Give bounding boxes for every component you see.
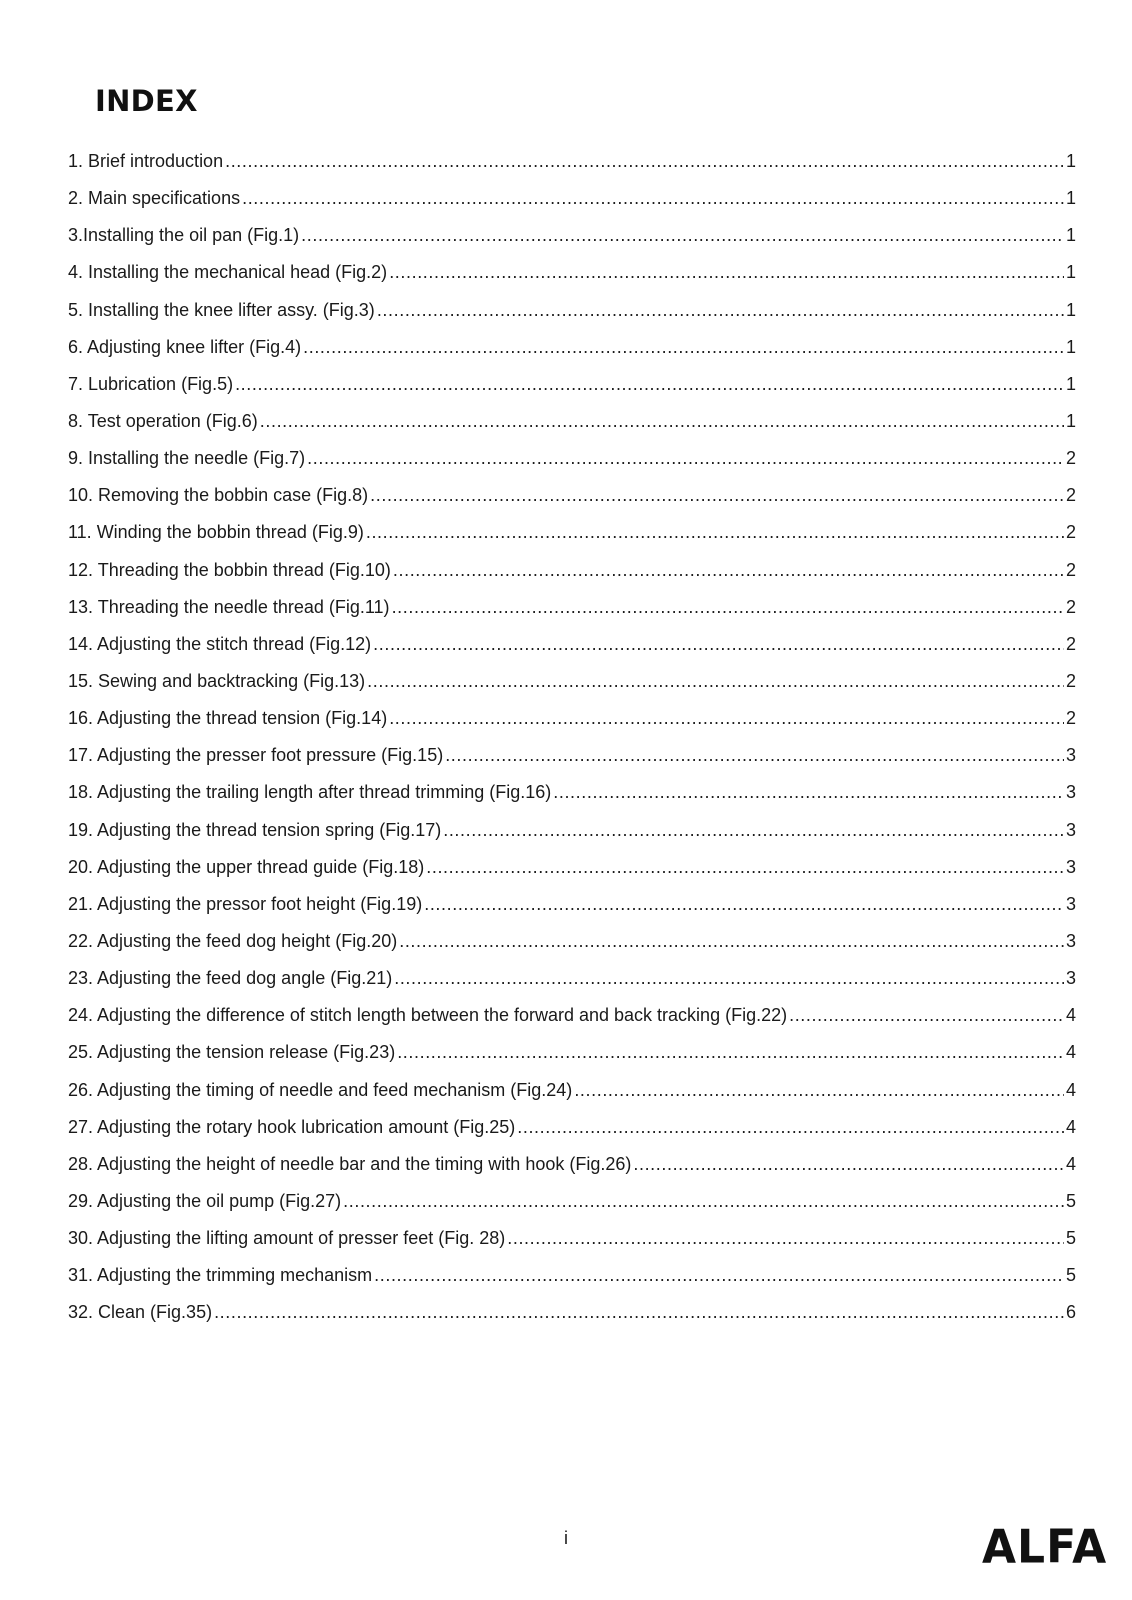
toc-entry-page: 4 — [1065, 1079, 1076, 1100]
toc-entry-title: 13. Threading the needle thread (Fig.11) — [68, 596, 390, 617]
toc-entry-title: 31. Adjusting the trimming mechanism — [68, 1265, 373, 1286]
toc-entry-title: 16. Adjusting the thread tension (Fig.14) — [68, 708, 388, 729]
toc-dot-leader — [399, 930, 1064, 952]
toc-entry-title: 3.Installing the oil pan (Fig.1) — [68, 225, 300, 246]
toc-entry-page: 1 — [1065, 336, 1076, 357]
toc-entry-page: 1 — [1065, 373, 1076, 394]
toc-entry[interactable] — [68, 1301, 1076, 1338]
toc-entry[interactable] — [68, 1079, 1076, 1116]
toc-entry-page: 3 — [1065, 968, 1076, 989]
toc-entry[interactable] — [68, 1264, 1076, 1301]
toc-entry[interactable] — [68, 559, 1076, 596]
toc-entry-title: 11. Winding the bobbin thread (Fig.9) — [68, 522, 364, 543]
toc-dot-leader — [373, 633, 1064, 655]
toc-entry-title: 6. Adjusting knee lifter (Fig.4) — [68, 336, 302, 357]
toc-entry-title: 4. Installing the mechanical head (Fig.2) — [68, 262, 388, 283]
toc-entry[interactable] — [68, 447, 1076, 484]
toc-dot-leader — [225, 150, 1064, 172]
toc-entry-page: 3 — [1065, 782, 1076, 803]
toc-entry-title: 20. Adjusting the upper thread guide (Fig.18) — [68, 856, 425, 877]
toc-entry-title: 27. Adjusting the rotary hook lubrication amount (Fig.25) — [68, 1116, 516, 1137]
toc-dot-leader — [553, 781, 1064, 803]
toc-entry[interactable] — [68, 521, 1076, 558]
toc-dot-leader — [214, 1301, 1064, 1323]
toc-entry[interactable] — [68, 744, 1076, 781]
toc-dot-leader — [445, 744, 1064, 766]
toc-dot-leader — [633, 1153, 1064, 1175]
toc-entry-page: 4 — [1065, 1042, 1076, 1063]
page-title: INDEX — [95, 84, 198, 118]
toc-dot-leader — [397, 1041, 1064, 1063]
toc-dot-leader — [367, 670, 1064, 692]
toc-entry-title: 24. Adjusting the difference of stitch length between the forward and back tracking (Fig.22) — [68, 1005, 788, 1026]
toc-entry[interactable] — [68, 856, 1076, 893]
toc-entry-page: 2 — [1065, 633, 1076, 654]
toc-dot-leader — [235, 373, 1064, 395]
toc-dot-leader — [507, 1227, 1064, 1249]
toc-dot-leader — [389, 707, 1064, 729]
toc-entry[interactable] — [68, 1041, 1076, 1078]
toc-entry-title: 21. Adjusting the pressor foot height (Fig.19) — [68, 893, 423, 914]
toc-entry-title: 30. Adjusting the lifting amount of presser feet (Fig. 28) — [68, 1228, 506, 1249]
toc-entry-title: 5. Installing the knee lifter assy. (Fig.3) — [68, 299, 375, 320]
toc-entry-title: 9. Installing the needle (Fig.7) — [68, 448, 306, 469]
toc-entry[interactable] — [68, 410, 1076, 447]
toc-entry-page: 1 — [1065, 151, 1076, 171]
toc-entry-page: 2 — [1065, 448, 1076, 469]
toc-entry-title: 23. Adjusting the feed dog angle (Fig.21) — [68, 968, 393, 989]
toc-entry-page: 5 — [1065, 1228, 1076, 1249]
toc-dot-leader — [443, 819, 1064, 841]
toc-entry-title: 19. Adjusting the thread tension spring (Fig.17) — [68, 819, 442, 840]
toc-dot-leader — [260, 410, 1064, 432]
toc-entry-page: 3 — [1065, 745, 1076, 766]
toc-entry[interactable] — [68, 967, 1076, 1004]
toc-dot-leader — [366, 521, 1064, 543]
toc-dot-leader — [389, 261, 1064, 283]
toc-entry[interactable] — [68, 261, 1076, 298]
toc-entry-title: 12. Threading the bobbin thread (Fig.10) — [68, 559, 391, 580]
toc-entry-page: 2 — [1065, 596, 1076, 617]
toc-entry-page: 1 — [1065, 188, 1076, 209]
toc-dot-leader — [301, 224, 1064, 246]
toc-entry-title: 7. Lubrication (Fig.5) — [68, 373, 234, 394]
toc-entry-title: 2. Main specifications — [68, 188, 241, 209]
toc-entry[interactable] — [68, 670, 1076, 707]
toc-entry[interactable] — [68, 299, 1076, 336]
toc-dot-leader — [517, 1116, 1064, 1138]
toc-entry-title: 22. Adjusting the feed dog height (Fig.20) — [68, 930, 398, 951]
toc-entry-page: 4 — [1065, 1153, 1076, 1174]
toc-entry-page: 5 — [1065, 1265, 1076, 1286]
toc-entry[interactable] — [68, 1227, 1076, 1264]
toc-dot-leader — [242, 187, 1064, 209]
table-of-contents — [68, 150, 1076, 1339]
toc-entry-page: 3 — [1065, 930, 1076, 951]
toc-dot-leader — [426, 856, 1064, 878]
toc-dot-leader — [377, 299, 1064, 321]
toc-entry[interactable] — [68, 373, 1076, 410]
toc-dot-leader — [789, 1004, 1064, 1026]
toc-entry-title: 17. Adjusting the presser foot pressure (Fig.15) — [68, 745, 444, 766]
toc-dot-leader — [307, 447, 1064, 469]
toc-entry-page: 4 — [1065, 1005, 1076, 1026]
toc-entry-page: 1 — [1065, 299, 1076, 320]
toc-dot-leader — [574, 1079, 1064, 1101]
toc-entry-page: 2 — [1065, 670, 1076, 691]
toc-dot-leader — [392, 596, 1064, 618]
toc-dot-leader — [394, 967, 1064, 989]
toc-entry-page: 4 — [1065, 1116, 1076, 1137]
toc-entry[interactable] — [68, 187, 1076, 224]
toc-entry[interactable] — [68, 819, 1076, 856]
toc-entry-page: 1 — [1065, 410, 1076, 431]
toc-entry[interactable] — [68, 930, 1076, 967]
toc-entry[interactable] — [68, 893, 1076, 930]
toc-entry[interactable] — [68, 1116, 1076, 1153]
toc-entry-page: 6 — [1065, 1302, 1076, 1323]
toc-entry-page: 1 — [1065, 225, 1076, 246]
toc-entry-page: 3 — [1065, 893, 1076, 914]
toc-entry-page: 1 — [1065, 262, 1076, 283]
toc-entry-title: 25. Adjusting the tension release (Fig.23) — [68, 1042, 396, 1063]
toc-entry-title: 32. Clean (Fig.35) — [68, 1302, 213, 1323]
alfa-logo: ALFA — [982, 1520, 1108, 1575]
page-number: i — [564, 1528, 568, 1548]
toc-dot-leader — [343, 1190, 1064, 1212]
toc-entry[interactable] — [68, 1153, 1076, 1190]
toc-entry-title: 18. Adjusting the trailing length after thread trimming (Fig.16) — [68, 782, 552, 803]
toc-entry[interactable] — [68, 707, 1076, 744]
toc-entry-page: 2 — [1065, 708, 1076, 729]
toc-entry[interactable] — [68, 484, 1076, 521]
toc-dot-leader — [370, 484, 1064, 506]
toc-entry-title: 15. Sewing and backtracking (Fig.13) — [68, 670, 366, 691]
toc-entry-page: 2 — [1065, 559, 1076, 580]
toc-entry[interactable] — [68, 224, 1076, 261]
toc-entry-title: 28. Adjusting the height of needle bar and the timing with hook (Fig.26) — [68, 1153, 632, 1174]
toc-dot-leader — [303, 336, 1064, 358]
toc-entry-title: 10. Removing the bobbin case (Fig.8) — [68, 485, 369, 506]
toc-entry-page: 2 — [1065, 522, 1076, 543]
toc-entry-title: 1. Brief introduction — [68, 151, 224, 171]
toc-entry[interactable] — [68, 596, 1076, 633]
toc-dot-leader — [393, 559, 1064, 581]
toc-entry-title: 29. Adjusting the oil pump (Fig.27) — [68, 1190, 342, 1211]
toc-entry[interactable] — [68, 781, 1076, 818]
toc-entry-title: 26. Adjusting the timing of needle and feed mechanism (Fig.24) — [68, 1079, 573, 1100]
toc-entry-title: 14. Adjusting the stitch thread (Fig.12) — [68, 633, 372, 654]
toc-entry-page: 3 — [1065, 819, 1076, 840]
toc-dot-leader — [374, 1264, 1064, 1286]
toc-entry-page: 5 — [1065, 1190, 1076, 1211]
toc-entry[interactable] — [68, 336, 1076, 373]
toc-entry[interactable] — [68, 1190, 1076, 1227]
toc-dot-leader — [424, 893, 1064, 915]
toc-entry[interactable] — [68, 633, 1076, 670]
toc-entry-page: 2 — [1065, 485, 1076, 506]
toc-entry[interactable] — [68, 1004, 1076, 1041]
toc-entry[interactable] — [68, 150, 1076, 187]
toc-entry-title: 8. Test operation (Fig.6) — [68, 410, 258, 431]
toc-entry-page: 3 — [1065, 856, 1076, 877]
